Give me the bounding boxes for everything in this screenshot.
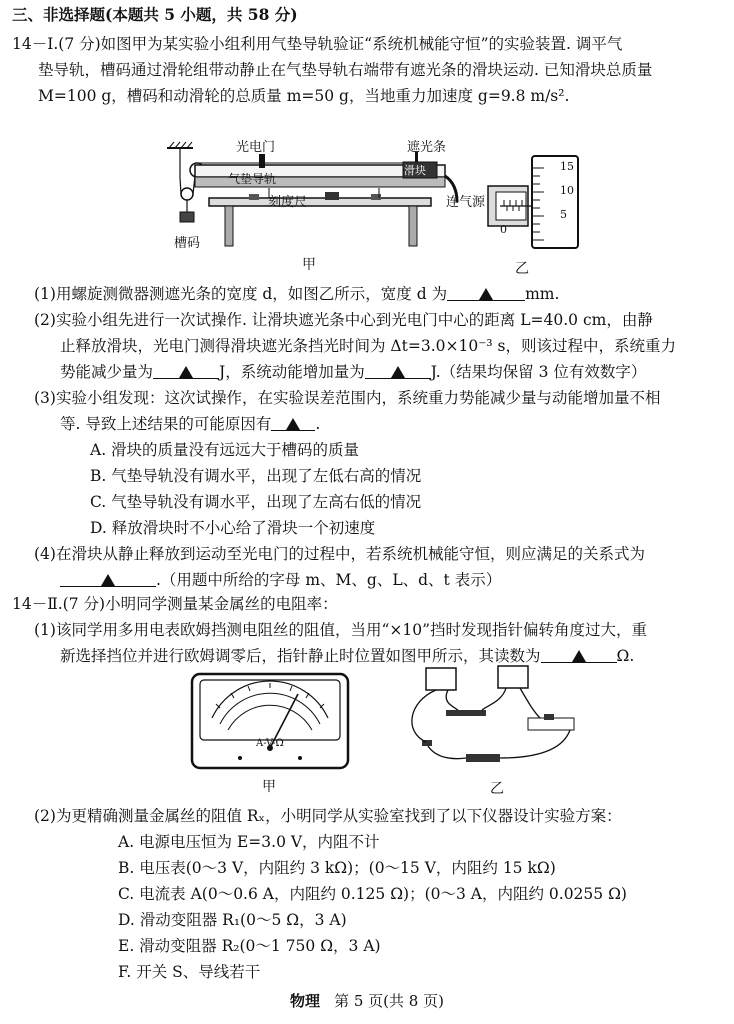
answer-blank-ek[interactable]: [365, 362, 431, 379]
option-c: C. 气垫导轨没有调水平，出现了左高右低的情况: [90, 493, 422, 511]
answer-triangle-icon: [391, 366, 405, 378]
shading-strip-label: 遮光条: [407, 140, 447, 155]
page-footer: [0, 990, 734, 1011]
figure-b-caption: 乙: [515, 261, 529, 277]
answer-triangle-icon: [179, 366, 193, 378]
answer-blank-ohm[interactable]: [541, 646, 617, 663]
answer-triangle-icon: [479, 288, 493, 300]
q14-1-part1: (1)用螺旋测微器测遮光条的宽度 d，如图乙所示，宽度 d 为 mm.: [34, 285, 560, 303]
footer-subject: 物理: [290, 992, 321, 1010]
figure-a-caption: 甲: [302, 257, 316, 273]
air-source-label: 连气源: [446, 195, 486, 210]
answer-blank-ep[interactable]: [153, 362, 219, 379]
q14-1-part3-line-2: 等. 导致上述结果的可能原因有 .: [60, 415, 321, 433]
q14-2-part1-line-2: 新选择挡位并进行欧姆调零后，指针静止时位置如图甲所示，其读数为 Ω.: [60, 647, 635, 665]
section-header: 三、非选择题(本题共 5 小题，共 58 分): [12, 5, 298, 24]
instrument-e: E. 滑动变阻器 R₂(0～1 750 Ω，3 A): [118, 937, 381, 955]
option-d: D. 释放滑块时不小心给了滑块一个初速度: [90, 519, 376, 537]
q14-1-stem-line-1: 14－Ⅰ.(7 分)如图甲为某实验小组利用气垫导轨验证“系统机械能守恒”的实验装置. 调平气: [12, 35, 623, 53]
option-a: A. 滑块的质量没有远远大于槽码的质量: [90, 441, 360, 459]
instrument-d: D. 滑动变阻器 R₁(0～5 Ω，3 A): [118, 911, 347, 929]
answer-triangle-icon: [572, 650, 586, 662]
q14-1-part4-line-2: .（用题中所给的字母 m、M、g、L、d、t 表示）: [60, 570, 501, 590]
instrument-b: B. 电压表(0～3 V，内阻约 3 kΩ)；(0～15 V，内阻约 15 kΩ): [118, 859, 556, 877]
micrometer-mark-5: 5: [560, 208, 567, 221]
circuit-figure: [402, 662, 582, 774]
micrometer-mark-10: 10: [560, 184, 574, 197]
multimeter-figure: [190, 672, 350, 770]
ruler-label: 刻度尺: [268, 195, 308, 210]
answer-blank-reason[interactable]: [271, 414, 315, 431]
answer-blank-d[interactable]: [447, 284, 525, 301]
meter-scale-label: A-V-Ω: [256, 738, 284, 749]
slider-label: 滑块: [404, 164, 426, 177]
answer-triangle-icon: [101, 574, 115, 586]
q14-2-part1-line-1: (1)该同学用多用电表欧姆挡测电阻丝的阻值，当用“×10”挡时发现指针偏转角度过大，重: [34, 621, 648, 639]
micrometer-mark-0: 0: [500, 223, 507, 236]
q14-2-part2-stem: (2)为更精确测量金属丝的阻值 Rₓ，小明同学从实验室找到了以下仪器设计实验方案：: [34, 807, 622, 825]
q14-1-part4-line-1: (4)在滑块从静止释放到运动至光电门的过程中，若系统机械能守恒，则应满足的关系式为: [34, 545, 645, 563]
q14-1-part2-line-2: 止释放滑块，光电门测得滑块遮光条挡光时间为 Δt=3.0×10⁻³ s，则该过程中，系统重力: [60, 337, 676, 355]
photogate-label: 光电门: [236, 140, 276, 155]
q14-1-stem-line-3: M=100 g，槽码和动滑轮的总质量 m=50 g，当地重力加速度 g=9.8 m/s².: [38, 87, 570, 105]
weight-label: 槽码: [174, 236, 201, 251]
instrument-a: A. 电源电压恒为 E=3.0 V，内阻不计: [118, 833, 380, 851]
q14-1-stem-line-2: 垫导轨，槽码通过滑轮组带动静止在气垫导轨右端带有遮光条的滑块运动. 已知滑块总质量: [38, 61, 653, 79]
q14-1-part2-line-1: (2)实验小组先进行一次试操作. 让滑块遮光条中心到光电门中心的距离 L=40.0 cm，由静: [34, 311, 653, 329]
figure-d-caption: 乙: [490, 781, 504, 797]
instrument-f: F. 开关 S、导线若干: [118, 963, 261, 981]
figure-c-caption: 甲: [262, 779, 276, 795]
air-track-label: 气垫导轨: [228, 172, 277, 186]
answer-triangle-icon: [286, 418, 300, 430]
footer-page-number: 第 5 页(共 8 页): [334, 992, 444, 1010]
q14-2-stem: 14－Ⅱ.(7 分)小明同学测量某金属丝的电阻率：: [12, 595, 338, 613]
option-b: B. 气垫导轨没有调水平，出现了左低右高的情况: [90, 467, 422, 485]
micrometer-mark-15: 15: [560, 160, 574, 173]
q14-1-part3-line-1: (3)实验小组发现：这次试操作，在实验误差范围内，系统重力势能减少量与动能增加量不相: [34, 389, 661, 407]
answer-blank-relation[interactable]: [60, 570, 156, 587]
instrument-c: C. 电流表 A(0～0.6 A，内阻约 0.125 Ω)；(0～3 A，内阻约 0.0255 Ω): [118, 885, 627, 903]
q14-1-part2-line-3: 势能减少量为 J，系统动能增加量为 J.（结果均保留 3 位有效数字）: [60, 363, 647, 381]
